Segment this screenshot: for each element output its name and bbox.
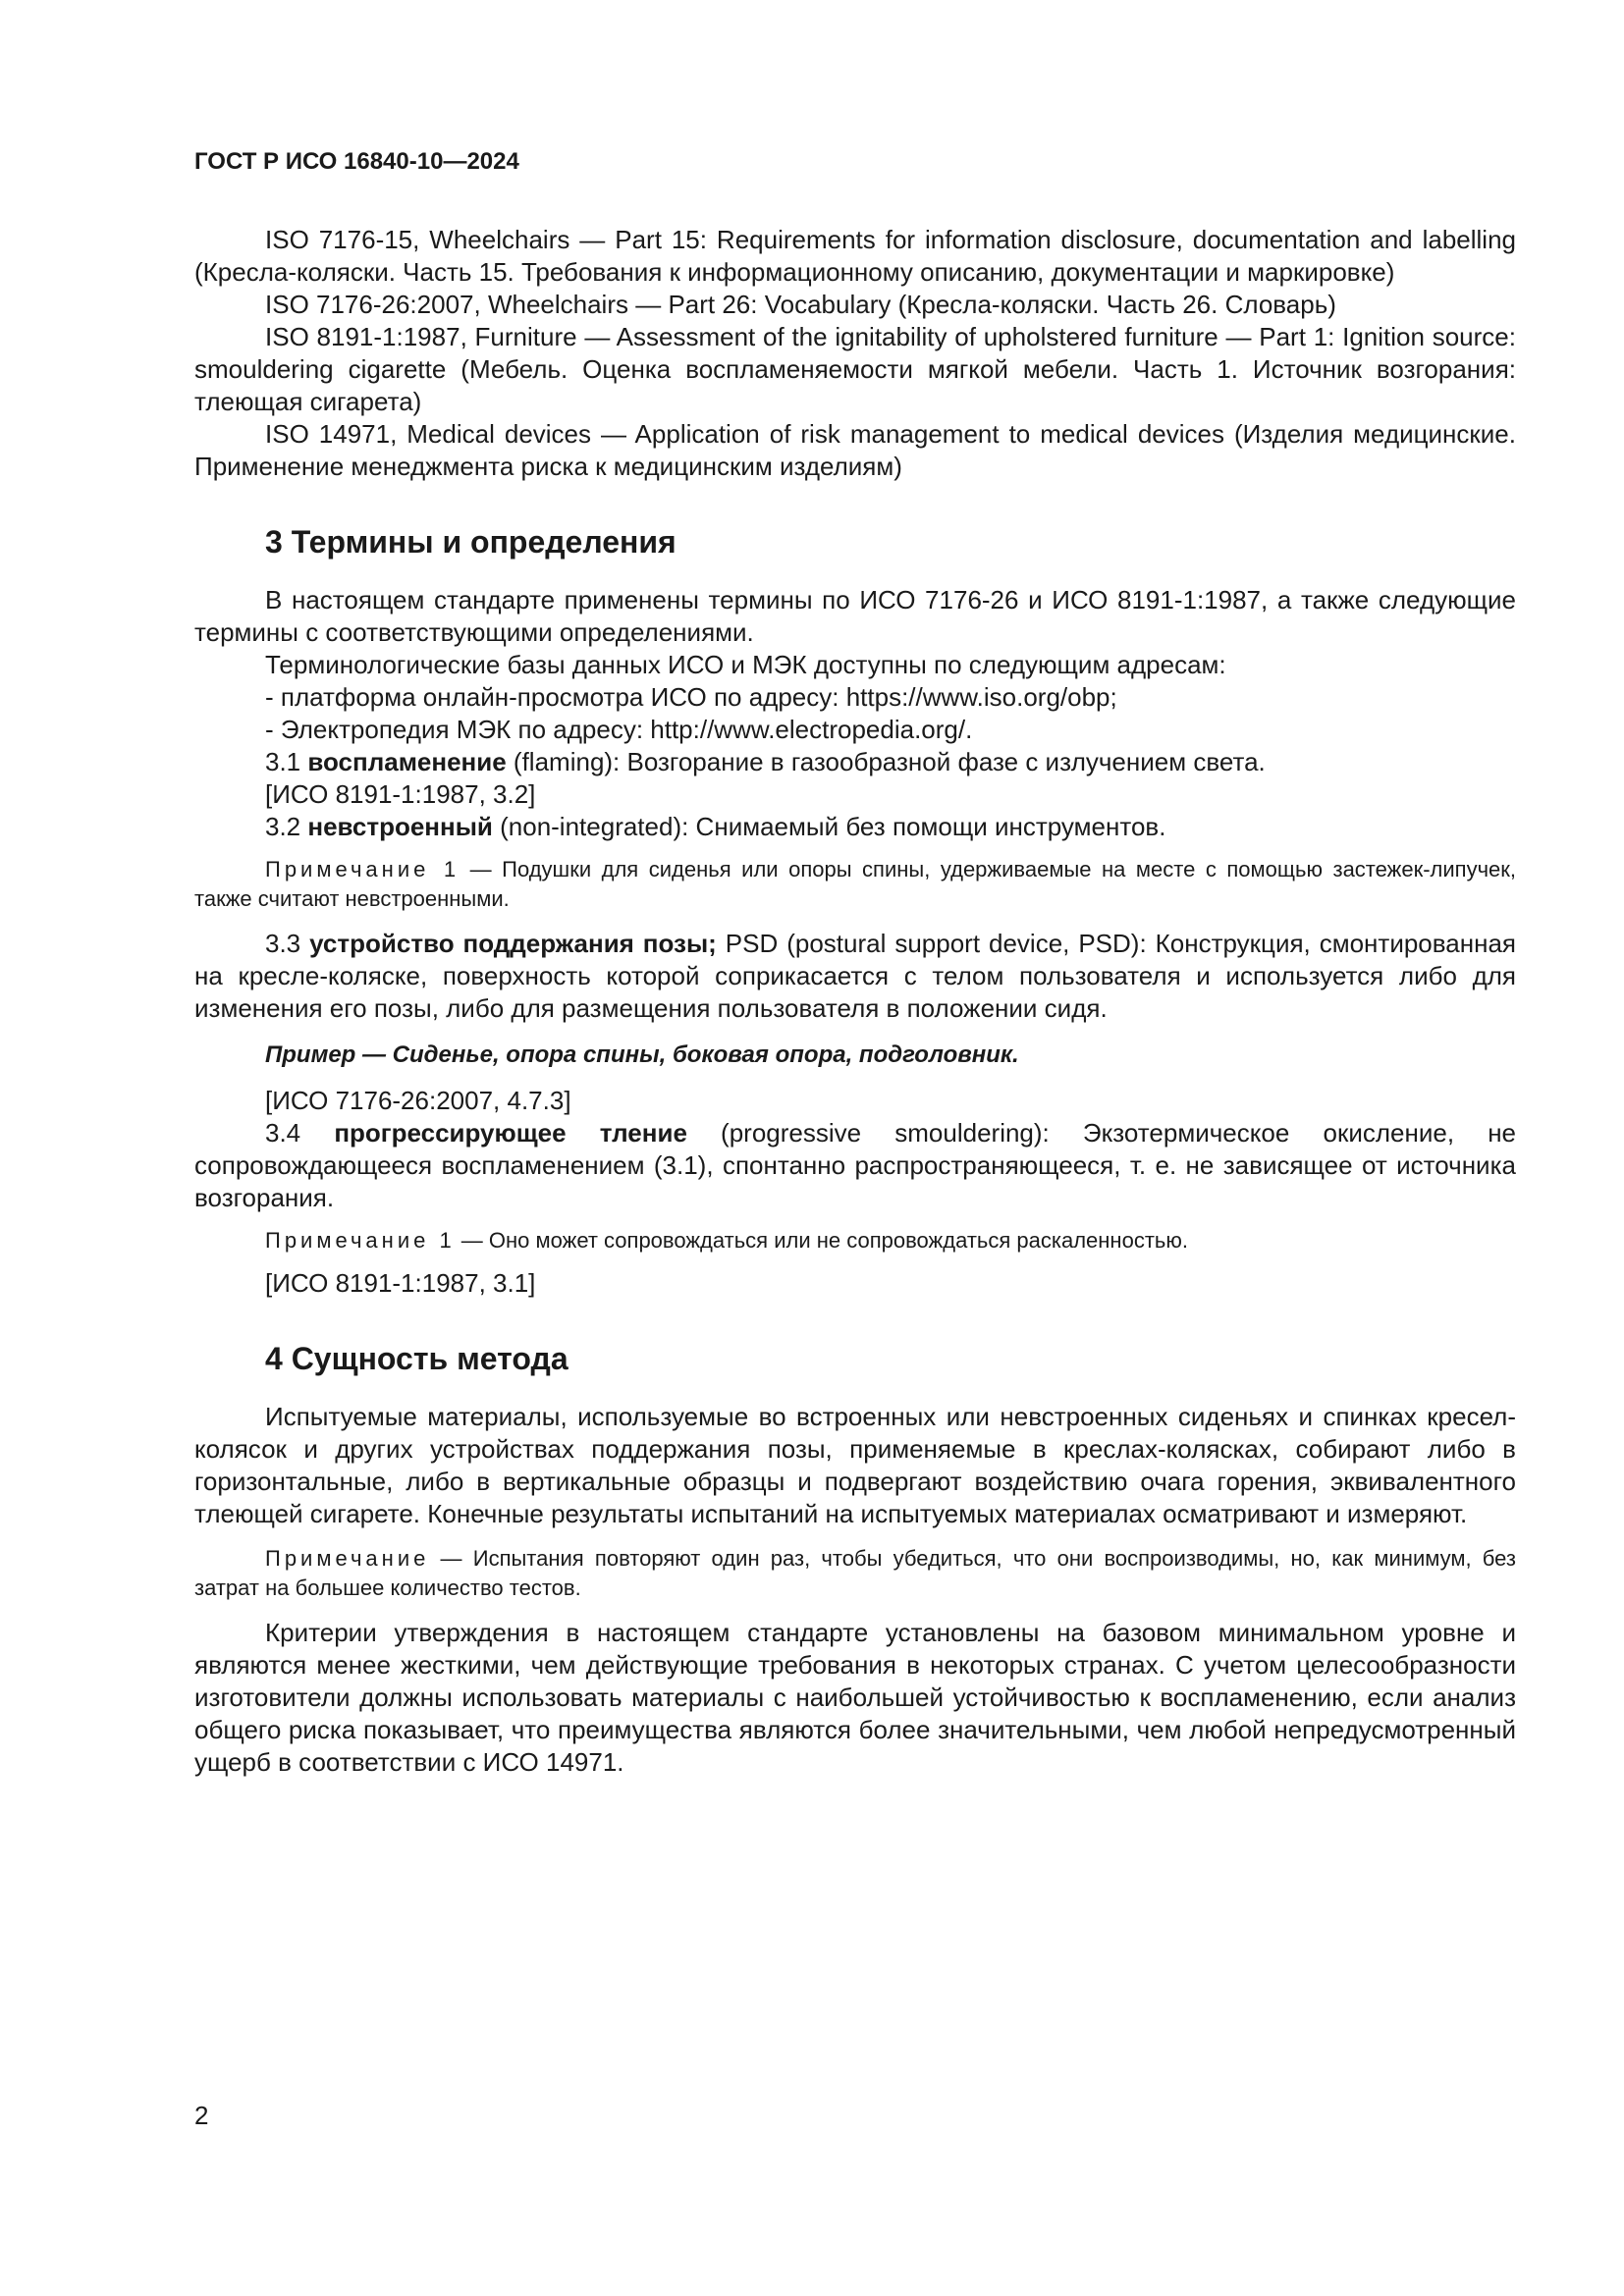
reference-item: ISO 8191-1:1987, Furniture — Assessment of the ignitability of upholstered furniture — Part 1: Ignition source: smouldering cigarette (Мебель. Оценка воспламеняемости мягкой мебели. Часть 1. Источник возгорания: тлеющая сигарета) (194, 322, 1516, 416)
note-label: Примечание 1 (265, 1228, 456, 1253)
note-text: — Испытания повторяют один раз, чтобы убедиться, что они воспроизводимы, но, как минимум, без затрат на большее количество тестов. (194, 1546, 1516, 1600)
term-number: 3.1 (265, 747, 308, 776)
term-3-2 (194, 811, 1516, 843)
term-definition: PSD (postural support device, PSD): Конструкция, смонтированная на кресле-коляске, поверхность которой соприкасается с телом пользователя и используется либо для изменения его позы, либо для размещения пользователя в положении сидя. (194, 929, 1517, 1023)
section-3-intro: В настоящем стандарте применены термины по ИСО 7176-26 и ИСО 8191-1:1987, а также следующие термины с соответствующими определениями. (194, 585, 1516, 647)
page-content (194, 224, 1516, 1779)
section-4-paragraph-2: Критерии утверждения в настоящем стандарте установлены на базовом минимальном уровне и являются менее жесткими, чем действующие требования в некоторых странах. С учетом целесообразности изготовители должны использовать материалы с наибольшей устойчивостью к воспламенению, если анализ общего риска показывает, что преимущества являются более значительными, чем любой непредусмотренный ущерб в соответствии с ИСО 14971. (194, 1618, 1516, 1777)
note-label: Примечание (265, 1546, 430, 1571)
term-3-3-example: Пример — Сиденье, опора спины, боковая опора, подголовник. (265, 1041, 1019, 1068)
term-name: устройство поддержания позы; (309, 929, 717, 958)
document-code-header: ГОСТ Р ИСО 16840-10—2024 (194, 148, 519, 175)
term-3-2-note (194, 855, 1516, 914)
term-3-4-note (194, 1226, 1516, 1255)
note-label: Примечание 1 (265, 857, 460, 881)
section-4-paragraph-1: Испытуемые материалы, используемые во встроенных или невстроенных сиденьях и спинках кресел-колясок и других устройствах поддержания позы, применяемые в креслах-колясках, собирают либо в горизонтальные, либо в вертикальные образцы и подвергают воздействию очага горения, эквивалентного тлеющей сигарете. Конечные результаты испытаний на испытуемых материалах осматривают и измеряют. (194, 1402, 1516, 1528)
term-number: 3.3 (265, 929, 310, 958)
term-name: прогрессирующее тление (334, 1118, 687, 1148)
term-3-3 (194, 928, 1516, 1025)
term-3-3-source: [ИСО 7176-26:2007, 4.7.3] (265, 1086, 571, 1115)
section-4-note (194, 1544, 1516, 1603)
term-name: воспламенение (307, 747, 507, 776)
term-definition: (non-integrated): Снимаемый без помощи инструментов. (492, 812, 1166, 841)
reference-item: ISO 7176-26:2007, Wheelchairs — Part 26: Vocabulary (Кресла-коляски. Часть 26. Словарь) (265, 290, 1336, 319)
terminology-db-iso: - платформа онлайн-просмотра ИСО по адресу: https://www.iso.org/obp; (265, 682, 1117, 712)
term-definition: (flaming): Возгорание в газообразной фазе с излучением света. (506, 747, 1266, 776)
terminology-db-intro: Терминологические базы данных ИСО и МЭК доступны по следующим адресам: (265, 650, 1226, 679)
term-number: 3.4 (265, 1118, 335, 1148)
note-text: — Подушки для сиденья или опоры спины, удерживаемые на месте с помощью застежек-липучек, также считают невстроенными. (194, 857, 1517, 911)
term-3-1 (194, 746, 1516, 778)
page-number: 2 (194, 2101, 209, 2130)
reference-item: ISO 7176-15, Wheelchairs — Part 15: Requirements for information disclosure, documentation and labelling (Кресла-коляски. Часть 15. Требования к информационному описанию, документации и маркировке) (194, 225, 1516, 287)
note-text: — Оно может сопровождаться или не сопровождаться раскаленностью. (455, 1228, 1188, 1253)
reference-item: ISO 14971, Medical devices — Application of risk management to medical devices (Изделия медицинские. Применение менеджмента риска к медицинским изделиям) (194, 419, 1516, 481)
term-name: невстроенный (307, 812, 493, 841)
terminology-db-iec: - Электропедия МЭК по адресу: http://www.electropedia.org/. (265, 715, 973, 744)
section-3-heading: 3 Термины и определения (265, 524, 677, 560)
section-4-heading: 4 Сущность метода (265, 1341, 568, 1376)
term-3-4 (194, 1117, 1516, 1214)
term-definition: (progressive smouldering): Экзотермическое окисление, не сопровождающееся воспламенением (3.1), спонтанно распространяющееся, т. е. не зависящее от источника возгорания. (194, 1118, 1517, 1212)
term-3-1-source: [ИСО 8191-1:1987, 3.2] (265, 779, 536, 809)
term-3-4-source: [ИСО 8191-1:1987, 3.1] (265, 1268, 536, 1298)
term-number: 3.2 (265, 812, 308, 841)
